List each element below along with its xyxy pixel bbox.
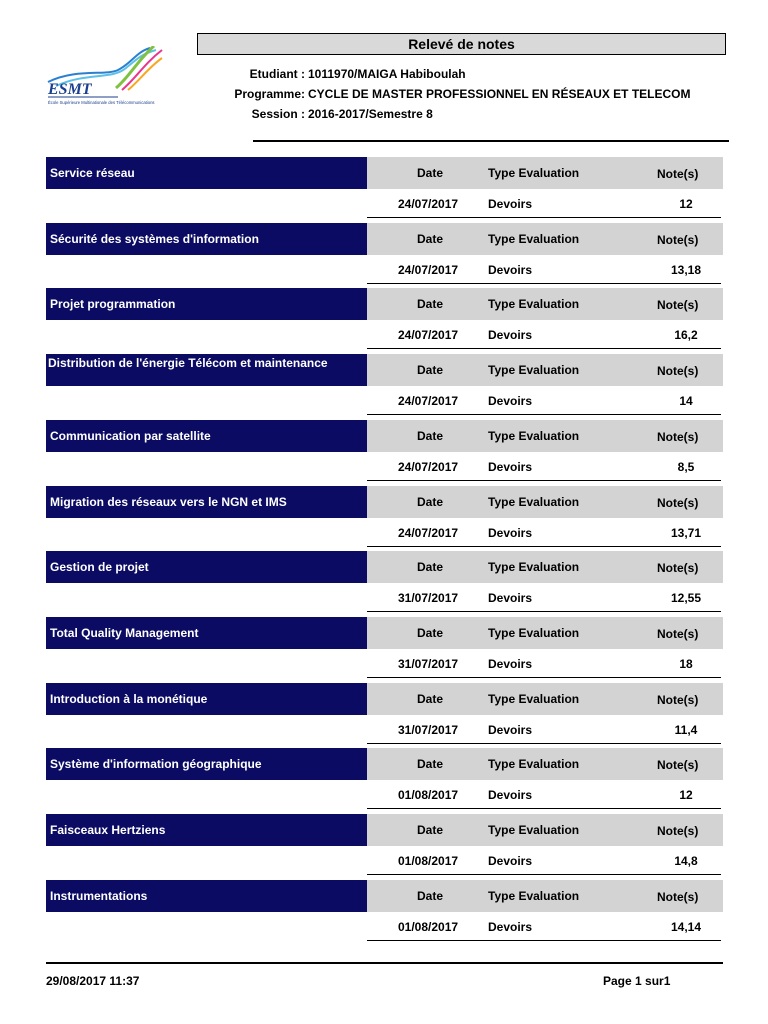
course-name: Projet programmation xyxy=(46,288,367,320)
course-date: 24/07/2017 xyxy=(398,263,459,277)
course-name: Sécurité des systèmes d'information xyxy=(46,223,367,255)
course-block xyxy=(46,814,723,878)
course-date: 01/08/2017 xyxy=(398,920,459,934)
course-header xyxy=(367,551,723,583)
course-block xyxy=(46,748,723,812)
course-block xyxy=(46,551,723,615)
svg-text:École Supérieure Multinational: École Supérieure Multinationale des Télécommunications xyxy=(48,100,155,105)
course-block xyxy=(46,420,723,484)
course-date: 01/08/2017 xyxy=(398,854,459,868)
course-note: 13,18 xyxy=(670,263,702,277)
course-block xyxy=(46,880,723,944)
course-date: 31/07/2017 xyxy=(398,657,459,671)
course-date: 24/07/2017 xyxy=(398,526,459,540)
date-header: Date xyxy=(417,232,444,246)
session-value: 2016-2017/Semestre 8 xyxy=(308,107,433,121)
course-header xyxy=(367,157,723,189)
student-info xyxy=(170,66,730,126)
type-header: Type Evaluation xyxy=(488,166,580,180)
date-header: Date xyxy=(417,297,444,311)
course-block xyxy=(46,288,723,352)
course-note: 12 xyxy=(679,788,693,802)
course-note: 14 xyxy=(679,394,693,408)
course-date: 31/07/2017 xyxy=(398,723,459,737)
course-block xyxy=(46,354,723,418)
type-header: Type Evaluation xyxy=(488,757,580,771)
row-divider xyxy=(367,480,721,481)
footer-page-number: Page 1 sur1 xyxy=(603,974,671,988)
course-note: 14,14 xyxy=(670,920,702,934)
course-note: 18 xyxy=(679,657,693,671)
date-header: Date xyxy=(417,166,444,180)
course-type: Devoirs xyxy=(488,657,533,671)
course-name: Distribution de l'énergie Télécom et maintenance xyxy=(46,354,367,386)
course-block xyxy=(46,223,723,287)
course-date: 24/07/2017 xyxy=(398,197,459,211)
course-type: Devoirs xyxy=(488,526,533,540)
course-date: 24/07/2017 xyxy=(398,394,459,408)
course-name: Communication par satellite xyxy=(46,420,367,452)
course-note: 11,4 xyxy=(674,723,698,737)
note-header: Note(s) xyxy=(657,561,699,575)
type-header: Type Evaluation xyxy=(488,823,580,837)
type-header: Type Evaluation xyxy=(488,297,580,311)
course-block xyxy=(46,157,723,221)
date-header: Date xyxy=(417,626,444,640)
type-header: Type Evaluation xyxy=(488,495,580,509)
course-name: Migration des réseaux vers le NGN et IMS xyxy=(46,486,367,518)
row-divider xyxy=(367,546,721,547)
footer-divider xyxy=(46,962,723,964)
page-title: Relevé de notes xyxy=(197,33,726,55)
note-header: Note(s) xyxy=(657,167,699,181)
course-name: Service réseau xyxy=(46,157,367,189)
course-name: Instrumentations xyxy=(46,880,367,912)
type-header: Type Evaluation xyxy=(488,889,580,903)
note-header: Note(s) xyxy=(657,430,699,444)
type-header: Type Evaluation xyxy=(488,692,580,706)
course-note: 8,5 xyxy=(677,460,695,474)
date-header: Date xyxy=(417,363,444,377)
course-type: Devoirs xyxy=(488,854,533,868)
row-divider xyxy=(367,611,721,612)
note-header: Note(s) xyxy=(657,364,699,378)
course-type: Devoirs xyxy=(488,263,533,277)
footer-timestamp: 29/08/2017 11:37 xyxy=(46,974,140,988)
course-header xyxy=(367,683,723,715)
course-date: 24/07/2017 xyxy=(398,328,459,342)
course-type: Devoirs xyxy=(488,197,533,211)
note-header: Note(s) xyxy=(657,496,699,510)
note-header: Note(s) xyxy=(657,693,699,707)
course-note: 13,71 xyxy=(670,526,702,540)
course-header xyxy=(367,748,723,780)
course-name: Introduction à la monétique xyxy=(46,683,367,715)
date-header: Date xyxy=(417,757,444,771)
note-header: Note(s) xyxy=(657,890,699,904)
course-header xyxy=(367,880,723,912)
course-block xyxy=(46,617,723,681)
date-header: Date xyxy=(417,692,444,706)
row-divider xyxy=(367,217,721,218)
course-header xyxy=(367,814,723,846)
type-header: Type Evaluation xyxy=(488,232,580,246)
course-type: Devoirs xyxy=(488,460,533,474)
course-header xyxy=(367,288,723,320)
note-header: Note(s) xyxy=(657,298,699,312)
row-divider xyxy=(367,940,721,941)
course-header xyxy=(367,354,723,386)
etudiant-label: Etudiant : xyxy=(249,67,305,81)
etudiant-value: 1011970/MAIGA Habiboulah xyxy=(308,67,466,81)
course-type: Devoirs xyxy=(488,328,533,342)
note-header: Note(s) xyxy=(657,233,699,247)
row-divider xyxy=(367,743,721,744)
course-note: 16,2 xyxy=(674,328,698,342)
note-header: Note(s) xyxy=(657,758,699,772)
date-header: Date xyxy=(417,495,444,509)
esmt-logo xyxy=(46,46,164,108)
course-block xyxy=(46,486,723,550)
type-header: Type Evaluation xyxy=(488,363,580,377)
row-divider xyxy=(367,414,721,415)
course-header xyxy=(367,486,723,518)
programme-value: CYCLE DE MASTER PROFESSIONNEL EN RÉSEAUX ET TELECOM xyxy=(308,87,691,101)
course-header xyxy=(367,223,723,255)
date-header: Date xyxy=(417,560,444,574)
course-type: Devoirs xyxy=(488,788,533,802)
course-date: 01/08/2017 xyxy=(398,788,459,802)
course-date: 24/07/2017 xyxy=(398,460,459,474)
date-header: Date xyxy=(417,823,444,837)
course-block xyxy=(46,683,723,747)
type-header: Type Evaluation xyxy=(488,626,580,640)
row-divider xyxy=(367,677,721,678)
row-divider xyxy=(367,283,721,284)
course-name: Total Quality Management xyxy=(46,617,367,649)
header-divider xyxy=(253,140,729,142)
svg-text:ESMT: ESMT xyxy=(48,81,92,98)
programme-label: Programme: xyxy=(234,87,305,101)
date-header: Date xyxy=(417,889,444,903)
date-header: Date xyxy=(417,429,444,443)
note-header: Note(s) xyxy=(657,627,699,641)
course-name: Système d'information géographique xyxy=(46,748,367,780)
course-type: Devoirs xyxy=(488,394,533,408)
course-date: 31/07/2017 xyxy=(398,591,459,605)
course-name: Gestion de projet xyxy=(46,551,367,583)
row-divider xyxy=(367,808,721,809)
course-header xyxy=(367,617,723,649)
course-note: 12 xyxy=(679,197,693,211)
course-type: Devoirs xyxy=(488,591,533,605)
course-note: 12,55 xyxy=(670,591,702,605)
type-header: Type Evaluation xyxy=(488,560,580,574)
course-note: 14,8 xyxy=(674,854,698,868)
note-header: Note(s) xyxy=(657,824,699,838)
session-label: Session : xyxy=(251,107,305,121)
course-name: Faisceaux Hertziens xyxy=(46,814,367,846)
type-header: Type Evaluation xyxy=(488,429,580,443)
row-divider xyxy=(367,348,721,349)
course-header xyxy=(367,420,723,452)
course-type: Devoirs xyxy=(488,723,533,737)
course-type: Devoirs xyxy=(488,920,533,934)
row-divider xyxy=(367,874,721,875)
